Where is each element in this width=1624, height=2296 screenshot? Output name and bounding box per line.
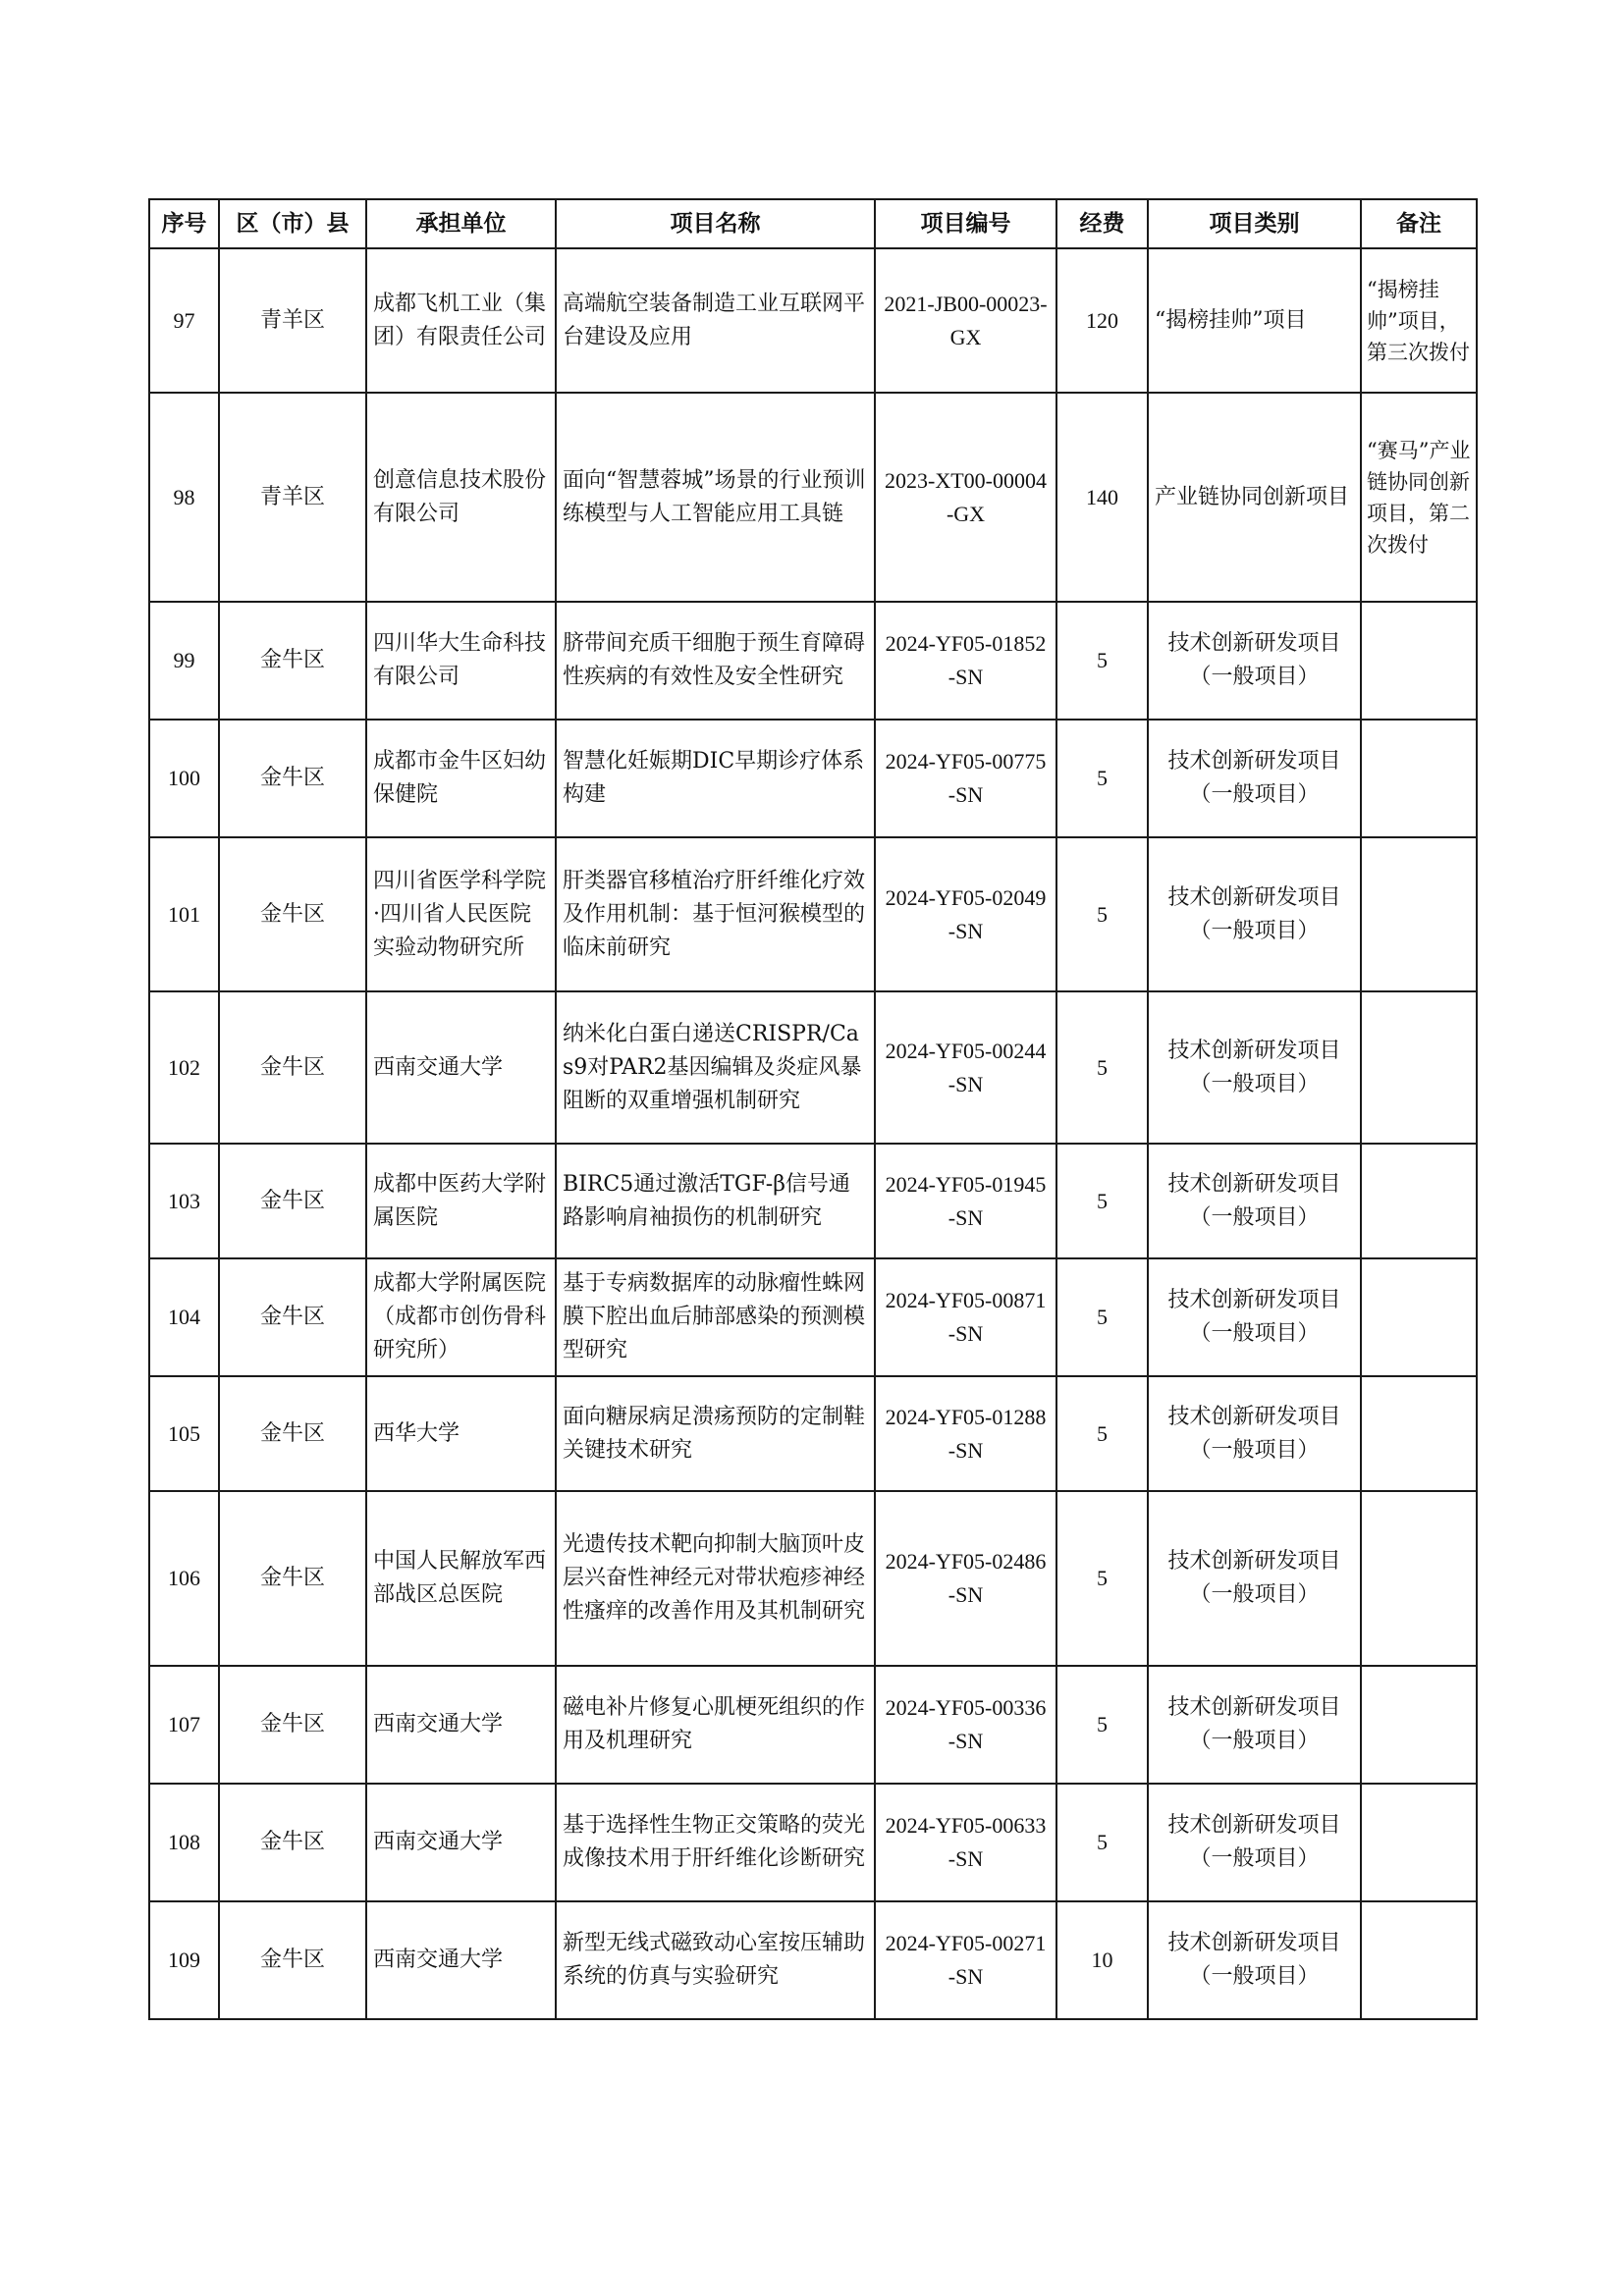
cell-unit: 西南交通大学 — [366, 991, 556, 1144]
cell-note — [1361, 602, 1477, 720]
cell-unit: 成都大学附属医院（成都市创伤骨科研究所） — [366, 1258, 556, 1376]
cell-project-code: 2024-YF05-02049-SN — [875, 837, 1056, 991]
cell-project-code: 2024-YF05-00871-SN — [875, 1258, 1056, 1376]
cell-project-name: 光遗传技术靶向抑制大脑顶叶皮层兴奋性神经元对带状疱疹神经性瘙痒的改善作用及其机制研究 — [556, 1491, 875, 1666]
cell-fund: 5 — [1056, 1491, 1148, 1666]
header-fund: 经费 — [1056, 199, 1148, 248]
cell-project-code: 2024-YF05-01288-SN — [875, 1376, 1056, 1491]
cell-fund: 5 — [1056, 1376, 1148, 1491]
cell-no: 100 — [149, 720, 219, 837]
cell-district: 金牛区 — [219, 1258, 366, 1376]
header-no: 序号 — [149, 199, 219, 248]
header-project-name: 项目名称 — [556, 199, 875, 248]
cell-fund: 5 — [1056, 837, 1148, 991]
cell-fund: 5 — [1056, 720, 1148, 837]
cell-project-name: 面向“智慧蓉城”场景的行业预训练模型与人工智能应用工具链 — [556, 393, 875, 602]
cell-no: 101 — [149, 837, 219, 991]
header-category: 项目类别 — [1148, 199, 1361, 248]
cell-category: 技术创新研发项目（一般项目） — [1148, 837, 1361, 991]
cell-project-code: 2021-JB00-00023-GX — [875, 248, 1056, 393]
cell-category: 产业链协同创新项目 — [1148, 393, 1361, 602]
cell-district: 金牛区 — [219, 991, 366, 1144]
cell-no: 102 — [149, 991, 219, 1144]
table-row — [149, 837, 1477, 991]
cell-project-code: 2024-YF05-00244-SN — [875, 991, 1056, 1144]
cell-no: 105 — [149, 1376, 219, 1491]
cell-no: 109 — [149, 1901, 219, 2019]
cell-fund: 5 — [1056, 1666, 1148, 1784]
cell-district: 金牛区 — [219, 1666, 366, 1784]
cell-project-code: 2024-YF05-01852-SN — [875, 602, 1056, 720]
table-header-row — [149, 199, 1477, 248]
cell-project-name: 脐带间充质干细胞于预生育障碍性疾病的有效性及安全性研究 — [556, 602, 875, 720]
cell-project-name: 磁电补片修复心肌梗死组织的作用及机理研究 — [556, 1666, 875, 1784]
cell-district: 金牛区 — [219, 1901, 366, 2019]
cell-district: 青羊区 — [219, 248, 366, 393]
table-row — [149, 1666, 1477, 1784]
cell-project-name: 高端航空装备制造工业互联网平台建设及应用 — [556, 248, 875, 393]
cell-category: 技术创新研发项目（一般项目） — [1148, 1376, 1361, 1491]
table-row — [149, 1491, 1477, 1666]
cell-note — [1361, 991, 1477, 1144]
cell-project-name: 面向糖尿病足溃疡预防的定制鞋关键技术研究 — [556, 1376, 875, 1491]
cell-no: 103 — [149, 1144, 219, 1258]
table-row — [149, 1784, 1477, 1901]
cell-no: 104 — [149, 1258, 219, 1376]
cell-note — [1361, 1491, 1477, 1666]
cell-project-code: 2024-YF05-02486-SN — [875, 1491, 1056, 1666]
header-project-code: 项目编号 — [875, 199, 1056, 248]
cell-unit: 成都中医药大学附属医院 — [366, 1144, 556, 1258]
cell-fund: 10 — [1056, 1901, 1148, 2019]
cell-district: 金牛区 — [219, 720, 366, 837]
cell-fund: 5 — [1056, 1784, 1148, 1901]
cell-note — [1361, 1666, 1477, 1784]
cell-note: “赛马”产业链协同创新项目，第二次拨付 — [1361, 393, 1477, 602]
cell-unit: 西南交通大学 — [366, 1784, 556, 1901]
table-row — [149, 1901, 1477, 2019]
cell-district: 金牛区 — [219, 602, 366, 720]
cell-no: 99 — [149, 602, 219, 720]
table-row — [149, 720, 1477, 837]
cell-category: 技术创新研发项目（一般项目） — [1148, 1258, 1361, 1376]
cell-fund: 5 — [1056, 991, 1148, 1144]
cell-project-code: 2023-XT00-00004-GX — [875, 393, 1056, 602]
cell-project-code: 2024-YF05-00271-SN — [875, 1901, 1056, 2019]
header-district: 区（市）县 — [219, 199, 366, 248]
table-row — [149, 1144, 1477, 1258]
cell-note — [1361, 1784, 1477, 1901]
cell-project-code: 2024-YF05-01945-SN — [875, 1144, 1056, 1258]
project-table — [148, 198, 1478, 2020]
table-row — [149, 248, 1477, 393]
cell-no: 97 — [149, 248, 219, 393]
cell-project-name: 纳米化白蛋白递送CRISPR/Cas9对PAR2基因编辑及炎症风暴阻断的双重增强机制研究 — [556, 991, 875, 1144]
cell-fund: 5 — [1056, 1144, 1148, 1258]
cell-project-name: BIRC5通过激活TGF-β信号通路影响肩袖损伤的机制研究 — [556, 1144, 875, 1258]
cell-category: 技术创新研发项目（一般项目） — [1148, 720, 1361, 837]
cell-category: 技术创新研发项目（一般项目） — [1148, 1491, 1361, 1666]
cell-fund: 5 — [1056, 1258, 1148, 1376]
cell-unit: 西华大学 — [366, 1376, 556, 1491]
cell-no: 98 — [149, 393, 219, 602]
cell-unit: 创意信息技术股份有限公司 — [366, 393, 556, 602]
cell-fund: 5 — [1056, 602, 1148, 720]
cell-category: 技术创新研发项目（一般项目） — [1148, 1144, 1361, 1258]
cell-unit: 四川省医学科学院·四川省人民医院实验动物研究所 — [366, 837, 556, 991]
cell-district: 金牛区 — [219, 1144, 366, 1258]
cell-fund: 140 — [1056, 393, 1148, 602]
cell-project-code: 2024-YF05-00633-SN — [875, 1784, 1056, 1901]
cell-no: 107 — [149, 1666, 219, 1784]
cell-unit: 成都飞机工业（集团）有限责任公司 — [366, 248, 556, 393]
cell-project-name: 基于专病数据库的动脉瘤性蛛网膜下腔出血后肺部感染的预测模型研究 — [556, 1258, 875, 1376]
cell-project-code: 2024-YF05-00336-SN — [875, 1666, 1056, 1784]
cell-district: 金牛区 — [219, 1376, 366, 1491]
cell-note — [1361, 1901, 1477, 2019]
cell-note: “揭榜挂帅”项目，第三次拨付 — [1361, 248, 1477, 393]
cell-project-code: 2024-YF05-00775-SN — [875, 720, 1056, 837]
cell-note — [1361, 837, 1477, 991]
header-note: 备注 — [1361, 199, 1477, 248]
cell-project-name: 基于选择性生物正交策略的荧光成像技术用于肝纤维化诊断研究 — [556, 1784, 875, 1901]
cell-category: 技术创新研发项目（一般项目） — [1148, 1784, 1361, 1901]
table-row — [149, 991, 1477, 1144]
cell-unit: 成都市金牛区妇幼保健院 — [366, 720, 556, 837]
cell-category: 技术创新研发项目（一般项目） — [1148, 602, 1361, 720]
cell-fund: 120 — [1056, 248, 1148, 393]
cell-category: 技术创新研发项目（一般项目） — [1148, 991, 1361, 1144]
cell-note — [1361, 720, 1477, 837]
cell-unit: 西南交通大学 — [366, 1666, 556, 1784]
cell-note — [1361, 1144, 1477, 1258]
cell-category: “揭榜挂帅”项目 — [1148, 248, 1361, 393]
cell-district: 青羊区 — [219, 393, 366, 602]
header-unit: 承担单位 — [366, 199, 556, 248]
cell-no: 108 — [149, 1784, 219, 1901]
cell-district: 金牛区 — [219, 1491, 366, 1666]
cell-category: 技术创新研发项目（一般项目） — [1148, 1666, 1361, 1784]
cell-unit: 西南交通大学 — [366, 1901, 556, 2019]
table-row — [149, 602, 1477, 720]
cell-project-name: 肝类器官移植治疗肝纤维化疗效及作用机制：基于恒河猴模型的临床前研究 — [556, 837, 875, 991]
cell-unit: 四川华大生命科技有限公司 — [366, 602, 556, 720]
cell-no: 106 — [149, 1491, 219, 1666]
cell-project-name: 新型无线式磁致动心室按压辅助系统的仿真与实验研究 — [556, 1901, 875, 2019]
cell-district: 金牛区 — [219, 1784, 366, 1901]
cell-unit: 中国人民解放军西部战区总医院 — [366, 1491, 556, 1666]
table-row — [149, 393, 1477, 602]
table-row — [149, 1258, 1477, 1376]
cell-category: 技术创新研发项目（一般项目） — [1148, 1901, 1361, 2019]
table-row — [149, 1376, 1477, 1491]
cell-note — [1361, 1376, 1477, 1491]
cell-note — [1361, 1258, 1477, 1376]
cell-district: 金牛区 — [219, 837, 366, 991]
cell-project-name: 智慧化妊娠期DIC早期诊疗体系构建 — [556, 720, 875, 837]
